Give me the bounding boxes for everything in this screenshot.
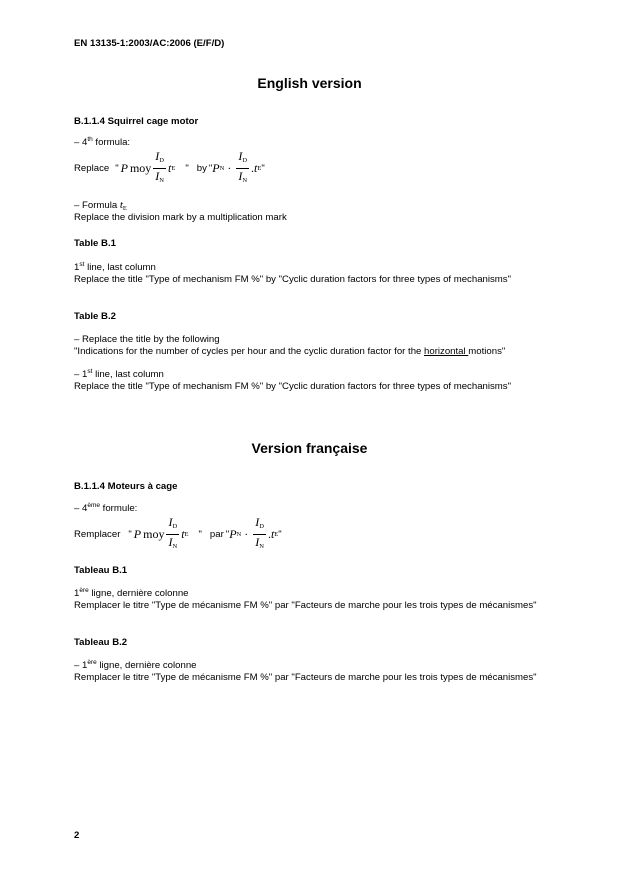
french-tableau-b1-line: 1ère ligne, dernière colonne bbox=[74, 587, 189, 599]
english-formula-te: – Formula $t_E$ bbox=[74, 199, 127, 212]
french-tableau-b2-heading: Tableau B.2 bbox=[74, 637, 128, 648]
english-formula4-label: – 4th formula: bbox=[74, 136, 131, 148]
fraction-id-in-fr: $\frac{I_D}{I_N}$ bbox=[168, 515, 178, 550]
fraction-id-in-fr-2: $\frac{I_D}{I_N}$ bbox=[255, 515, 264, 550]
english-section-heading: B.1.1.4 Squirrel cage motor bbox=[74, 116, 199, 127]
english-version-title: English version bbox=[257, 75, 362, 91]
english-formula4-replace: Replace " P moy $\frac{I_D}{I_N}$ t E " by " P N · $\frac{I_D}{I_N}$ . t E " bbox=[74, 150, 265, 187]
english-table-b2-quote: "Indications for the number of cycles per hour and the cyclic duration factor for the horizontal motions" bbox=[74, 346, 506, 357]
english-table-b1-text: Replace the title "Type of mechanism FM %" by "Cyclic duration factors for three types of mechanisms" bbox=[74, 274, 511, 285]
fraction-id-in: $\frac{I_D}{I_N}$ bbox=[155, 149, 164, 184]
english-formula-te-note: Replace the division mark by a multiplication mark bbox=[74, 212, 287, 223]
french-tableau-b2-line: – 1ère ligne, dernière colonne bbox=[74, 659, 197, 671]
french-formula4-label: – 4ème formule: bbox=[74, 502, 138, 514]
fraction-id-in-2: $\frac{I_D}{I_N}$ bbox=[238, 149, 248, 184]
french-tableau-b2-text: Remplacer le titre "Type de mécanisme FM %" par "Facteurs de marche pour les trois types de mécanismes" bbox=[74, 672, 537, 683]
french-tableau-b1-text: Remplacer le titre "Type de mécanisme FM %" par "Facteurs de marche pour les trois types de mécanismes" bbox=[74, 600, 537, 611]
english-table-b2-text: Replace the title "Type of mechanism FM %" by "Cyclic duration factors for three types of mechanisms" bbox=[74, 381, 511, 392]
english-table-b2-heading: Table B.2 bbox=[74, 311, 116, 322]
french-tableau-b1-heading: Tableau B.1 bbox=[74, 565, 128, 576]
english-table-b2-item1: – Replace the title by the following bbox=[74, 334, 220, 345]
english-table-b1-heading: Table B.1 bbox=[74, 238, 116, 249]
french-formula4-replace: Remplacer " P moy $\frac{I_D}{I_N}$ t E " par " P N · $\frac{I_D}{I_N}$ . t E " bbox=[74, 516, 282, 553]
english-table-b1-line: 1st line, last column bbox=[74, 261, 156, 273]
page-number: 2 bbox=[74, 830, 80, 841]
english-table-b2-item2: – 1st line, last column bbox=[74, 368, 164, 380]
french-section-heading: B.1.1.4 Moteurs à cage bbox=[74, 481, 178, 492]
document-id: EN 13135-1:2003/AC:2006 (E/F/D) bbox=[74, 38, 225, 49]
french-version-title: Version française bbox=[251, 440, 368, 456]
